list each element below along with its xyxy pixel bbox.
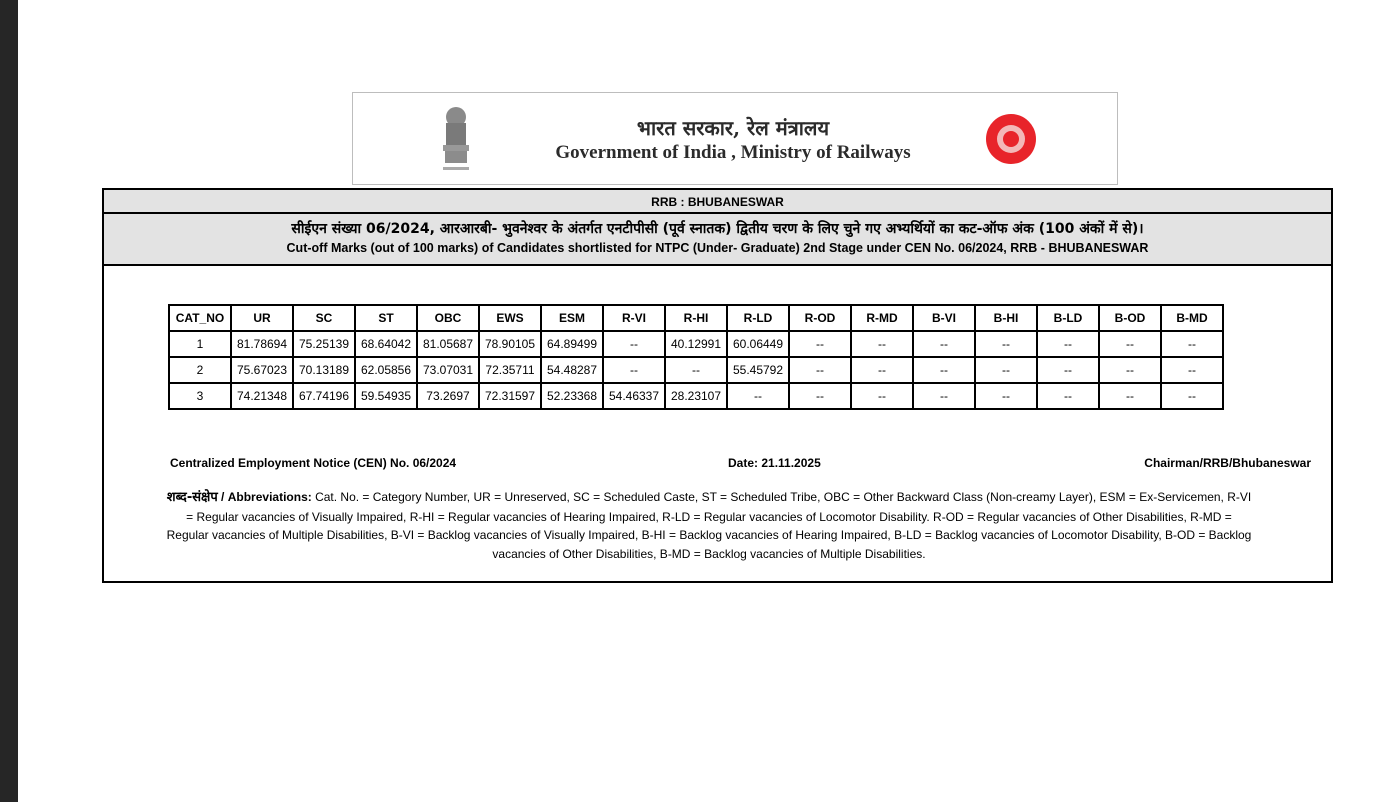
letterhead-hindi-title: भारत सरकार, रेल मंत्रालय — [636, 116, 830, 140]
table-cell: -- — [913, 331, 975, 357]
table-cell: 54.46337 — [603, 383, 665, 409]
table-cell: 64.89499 — [541, 331, 603, 357]
table-cell: -- — [665, 357, 727, 383]
table-cell: -- — [851, 357, 913, 383]
table-cell: -- — [851, 331, 913, 357]
table-cell: -- — [727, 383, 789, 409]
table-header-row — [169, 305, 1223, 331]
abbreviations — [164, 488, 1254, 563]
column-header: R-MD — [851, 305, 913, 331]
column-header: ESM — [541, 305, 603, 331]
table-cell: -- — [789, 383, 851, 409]
table-cell: 81.78694 — [231, 331, 293, 357]
table-cell: 2 — [169, 357, 231, 383]
table-cell: 73.2697 — [417, 383, 479, 409]
column-header: CAT_NO — [169, 305, 231, 331]
table-cell: 54.48287 — [541, 357, 603, 383]
rrb-name: RRB : BHUBANESWAR — [104, 190, 1331, 214]
column-header: R-OD — [789, 305, 851, 331]
table-row — [169, 331, 1223, 357]
table-cell: -- — [1037, 383, 1099, 409]
column-header: R-HI — [665, 305, 727, 331]
table-row — [169, 357, 1223, 383]
signatory: Chairman/RRB/Bhubaneswar — [1144, 456, 1311, 470]
table-cell: -- — [603, 357, 665, 383]
table-cell: -- — [1099, 331, 1161, 357]
cutoff-table — [168, 304, 1224, 410]
table-cell: 52.23368 — [541, 383, 603, 409]
column-header: B-LD — [1037, 305, 1099, 331]
table-cell: -- — [851, 383, 913, 409]
letterhead-english-title: Government of India , Ministry of Railways — [555, 142, 911, 163]
table-cell: -- — [975, 383, 1037, 409]
table-cell: 55.45792 — [727, 357, 789, 383]
notice-title-hindi: सीईएन संख्या 06/2024, आरआरबी- भुवनेश्वर के अंतर्गत एनटीपीसी (पूर्व स्नातक) द्वितीय चरण के लिए चुने गए अभ्यर्थियों का कट-ऑफ अंक (100 अंकों में से)। — [291, 221, 1144, 237]
column-header: B-HI — [975, 305, 1037, 331]
table-cell: 62.05856 — [355, 357, 417, 383]
table-cell: 72.35711 — [479, 357, 541, 383]
table-cell: 40.12991 — [665, 331, 727, 357]
table-cell: 68.64042 — [355, 331, 417, 357]
column-header: B-MD — [1161, 305, 1223, 331]
column-header: EWS — [479, 305, 541, 331]
notice-title-english: Cut-off Marks (out of 100 marks) of Candidates shortlisted for NTPC (Under- Graduate) 2nd Stage under CEN No. 06/2024, RRB - BHUBANESWAR — [286, 241, 1149, 255]
table-cell: -- — [975, 357, 1037, 383]
column-header: UR — [231, 305, 293, 331]
notice-date: Date: 21.11.2025 — [728, 456, 821, 470]
abbreviations-label-hindi: शब्द-संक्षेप — [166, 490, 218, 505]
national-emblem-icon — [437, 103, 475, 177]
letterhead — [352, 92, 1118, 185]
viewer-sidebar-edge — [0, 0, 18, 802]
table-cell: -- — [603, 331, 665, 357]
table-cell: -- — [1099, 383, 1161, 409]
table-cell: 70.13189 — [293, 357, 355, 383]
table-cell: -- — [1037, 357, 1099, 383]
cutoff-notice — [102, 188, 1333, 583]
table-cell: -- — [1161, 383, 1223, 409]
table-cell: -- — [1099, 357, 1161, 383]
table-cell: 78.90105 — [479, 331, 541, 357]
table-row — [169, 383, 1223, 409]
column-header: B-OD — [1099, 305, 1161, 331]
column-header: ST — [355, 305, 417, 331]
table-cell: 75.67023 — [231, 357, 293, 383]
table-cell: 3 — [169, 383, 231, 409]
table-cell: 67.74196 — [293, 383, 355, 409]
table-cell: -- — [1161, 357, 1223, 383]
table-cell: 74.21348 — [231, 383, 293, 409]
table-cell: 81.05687 — [417, 331, 479, 357]
table-cell: -- — [913, 383, 975, 409]
table-cell: 75.25139 — [293, 331, 355, 357]
column-header: B-VI — [913, 305, 975, 331]
column-header: R-VI — [603, 305, 665, 331]
table-cell: -- — [1161, 331, 1223, 357]
table-cell: 28.23107 — [665, 383, 727, 409]
notice-title — [104, 214, 1331, 266]
column-header: OBC — [417, 305, 479, 331]
table-cell: -- — [1037, 331, 1099, 357]
column-header: R-LD — [727, 305, 789, 331]
abbreviations-label: / Abbreviations: — [217, 490, 312, 504]
table-cell: 60.06449 — [727, 331, 789, 357]
table-cell: -- — [789, 357, 851, 383]
table-cell: 72.31597 — [479, 383, 541, 409]
indian-railways-logo-icon — [985, 112, 1037, 166]
table-cell: -- — [913, 357, 975, 383]
table-cell: 73.07031 — [417, 357, 479, 383]
column-header: SC — [293, 305, 355, 331]
table-cell: -- — [975, 331, 1037, 357]
table-cell: -- — [789, 331, 851, 357]
table-cell: 1 — [169, 331, 231, 357]
table-cell: 59.54935 — [355, 383, 417, 409]
cen-number: Centralized Employment Notice (CEN) No. 06/2024 — [170, 456, 457, 470]
abbreviations-text: Cat. No. = Category Number, UR = Unreserved, SC = Scheduled Caste, ST = Scheduled Tribe, OBC = Other Backward Class (Non-creamy Layer), ESM = Ex-Servicemen, R-VI = Regular vacancies of Visually Impaired, R-HI = Regular vacancies of Hearing Impaired, R-LD = Regular vacancies of Locomotor Disability. R-OD = Regular vacancies of Other Disabilities, R-MD = Regular vacancies of Multiple Disabilities, B-VI = Backlog vacancies of Visually Impaired, B-HI = Backlog vacancies of Hearing Impaired, B-LD = Backlog vacancies of Locomotor Disability, B-OD = Backlog vacancies of Other Disabilities, B-MD = Backlog vacancies of Multiple Disabilities. — [166, 490, 1252, 561]
